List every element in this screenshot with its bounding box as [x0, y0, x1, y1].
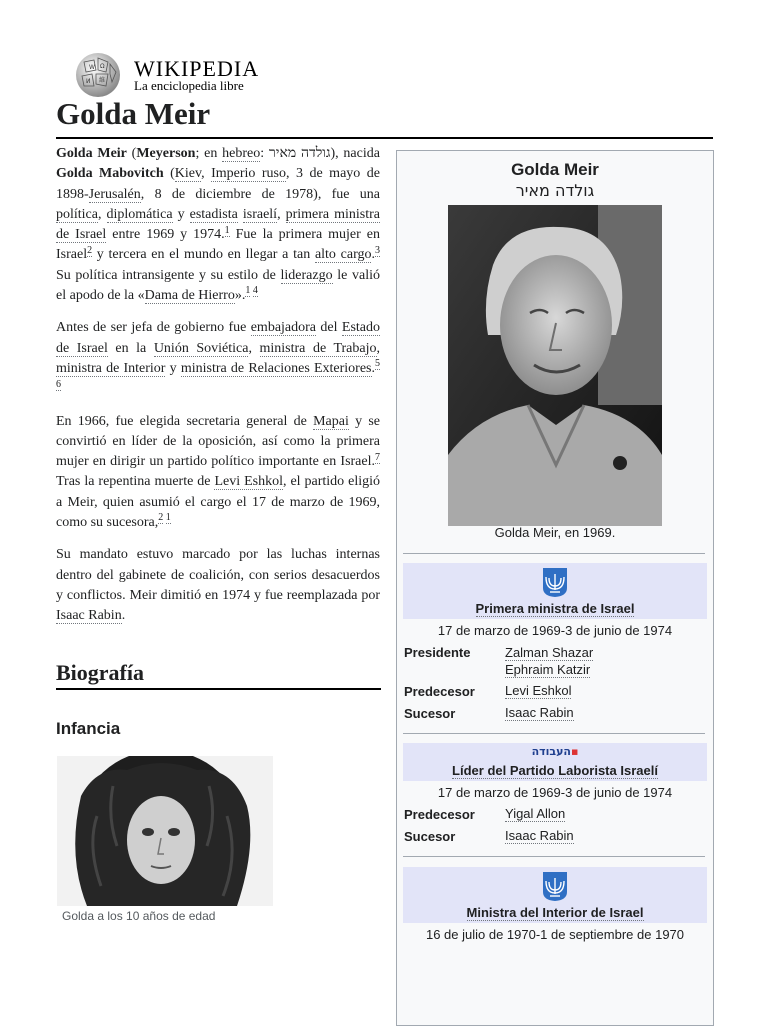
logo-wordmark: WIKIPEDIA: [134, 56, 260, 81]
link-zalman-shazar[interactable]: Zalman Shazar: [505, 645, 594, 660]
link-alto-cargo[interactable]: alto cargo: [314, 247, 372, 263]
text: , el partido eligió a Meir, quien asumió el cargo el 17 de marzo de 1969, como su sucesora,: [56, 474, 381, 531]
link-office-title[interactable]: Ministra del Interior de Israel: [466, 905, 644, 920]
labor-emblem-text: העבודה: [531, 745, 571, 758]
footnote-ref[interactable]: 6: [56, 378, 61, 390]
text: Su mandato estuvo marcado por las luchas internas dentro del gabinete de coalición, con serios desacuerdos y conflictos. Meir dimitió en 1974 y fue reemplazada por: [56, 547, 380, 603]
text: le valió el apodo de la «: [56, 267, 380, 304]
text: ,: [201, 166, 212, 182]
link-politica[interactable]: política: [56, 206, 98, 222]
intro-paragraph-1: [56, 144, 380, 306]
row-label-presidente: Presidente: [404, 645, 471, 660]
infobox-title-name: Golda Meir: [511, 160, 599, 179]
text: .: [371, 247, 375, 263]
row-label-sucesor: Sucesor: [404, 829, 456, 844]
office-title: [403, 905, 707, 920]
office-header-labor-party: [403, 743, 707, 781]
link-estadista[interactable]: estadista: [189, 206, 238, 222]
childhood-photo-image: [57, 756, 273, 906]
text: ,: [277, 206, 286, 222]
text: Antes de ser jefa de gobierno fue: [56, 320, 251, 336]
link-isaac-rabin-infobox-2[interactable]: Isaac Rabin: [505, 828, 574, 843]
text: ,: [248, 340, 260, 356]
childhood-photo[interactable]: [57, 756, 273, 906]
link-estado-de-israel[interactable]: Estado de Israel: [56, 320, 380, 356]
link-office-title[interactable]: Líder del Partido Laborista Israelí: [452, 763, 658, 778]
footnote-ref[interactable]: 1: [165, 512, 171, 524]
infobox-divider: [403, 856, 705, 857]
office-title: [403, 601, 707, 616]
link-liderazgo[interactable]: liderazgo: [280, 267, 333, 283]
link-embajadora[interactable]: embajadora: [250, 320, 317, 336]
footnote-ref[interactable]: 4: [252, 285, 258, 297]
link-office-title[interactable]: Primera ministra de Israel: [475, 601, 635, 616]
section-heading-biografia: Biografía: [56, 660, 144, 685]
office-dates: 16 de julio de 1970-1 de septiembre de 1970: [425, 927, 685, 942]
wikipedia-logo[interactable]: [74, 52, 274, 98]
office-dates: 17 de marzo de 1969-3 de junio de 1974: [437, 623, 673, 638]
footnote-ref[interactable]: 1: [224, 224, 230, 236]
svg-text:維: 維: [99, 77, 106, 84]
row-value-predecesor: [505, 806, 565, 821]
office-header-interior-minister: [403, 867, 707, 923]
text: ».: [234, 288, 246, 304]
text: En 1966, fue elegida secretaria general de: [56, 413, 314, 429]
infobox-portrait[interactable]: [448, 205, 662, 526]
link-diplomatica[interactable]: diplomática: [106, 206, 173, 222]
subsection-heading-infancia: Infancia: [56, 719, 121, 738]
emblem-mark: ▪: [570, 745, 579, 758]
link-isaac-rabin-infobox[interactable]: Isaac Rabin: [505, 705, 574, 720]
link-kiev[interactable]: Kiev: [174, 166, 202, 182]
link-ministra-relaciones-exteriores[interactable]: ministra de Relaciones Exteriores: [180, 360, 372, 376]
link-isaac-rabin[interactable]: Isaac Rabin: [56, 608, 122, 624]
row-value-predecesor: [505, 683, 571, 698]
link-israeli[interactable]: israelí: [242, 206, 278, 222]
svg-text:И: И: [86, 78, 91, 85]
row-value-sucesor: [505, 705, 574, 720]
title-divider: [56, 137, 713, 139]
row-label-predecesor: Predecesor: [404, 684, 475, 699]
link-dama-de-hierro[interactable]: Dama de Hierro: [144, 288, 235, 304]
text: y tercera en el mundo en llegar a tan: [92, 247, 315, 263]
text: ,: [376, 340, 380, 356]
row-value-presidente-1: [505, 645, 593, 660]
infobox-portrait-caption: Golda Meir, en 1969.: [494, 525, 616, 540]
page-title: Golda Meir: [56, 96, 211, 131]
text: (: [163, 166, 175, 182]
link-ministra-de-trabajo[interactable]: ministra de Trabajo: [259, 340, 377, 356]
infobox-divider: [403, 733, 705, 734]
bold-name: Golda Meir: [56, 146, 127, 161]
text: entre 1969 y 1974.: [106, 227, 225, 243]
link-primera-ministra[interactable]: primera ministra de Israel: [56, 206, 381, 243]
row-label-sucesor: Sucesor: [404, 706, 456, 721]
infobox-portrait-image: [448, 205, 662, 526]
text: ; en: [195, 146, 223, 161]
footnote-ref[interactable]: 3: [374, 244, 380, 256]
labor-party-emblem-icon: [403, 745, 707, 758]
text: y: [172, 206, 190, 222]
link-levi-eshkol[interactable]: Levi Eshkol: [214, 474, 283, 490]
text: Tras la repentina muerte de: [56, 474, 215, 490]
row-value-sucesor: [505, 828, 574, 843]
link-levi-eshkol-infobox[interactable]: Levi Eshkol: [505, 683, 572, 698]
israel-emblem-icon: [541, 870, 569, 902]
footnote-ref[interactable]: 5: [375, 358, 380, 370]
infobox-title-hebrew: גולדה מאיר: [515, 181, 595, 200]
footnote-ref[interactable]: 2: [87, 244, 93, 256]
link-ephraim-katzir[interactable]: Ephraim Katzir: [505, 662, 591, 677]
israel-emblem-icon: [541, 566, 569, 598]
link-mapai[interactable]: Mapai: [313, 413, 349, 429]
text: y: [165, 360, 181, 376]
bold-mabovitch: Golda Mabovitch: [56, 166, 164, 182]
link-yigal-allon[interactable]: Yigal Allon: [505, 806, 566, 821]
section-divider: [56, 688, 381, 690]
footnote-ref[interactable]: 1: [245, 285, 251, 297]
svg-text:Ω: Ω: [100, 63, 105, 70]
text: , 8 de diciembre de 1978), fue una: [140, 186, 380, 202]
wikipedia-globe-icon: [74, 52, 122, 98]
link-union-sovietica[interactable]: Unión Soviética: [153, 340, 249, 356]
text: .: [121, 608, 126, 624]
link-hebreo[interactable]: hebreo: [222, 146, 261, 161]
childhood-photo-caption: Golda a los 10 años de edad: [62, 909, 216, 923]
text: ,: [98, 206, 107, 222]
office-header-prime-minister: [403, 563, 707, 619]
office-dates: 17 de marzo de 1969-3 de junio de 1974: [437, 785, 673, 800]
link-ministra-de-interior[interactable]: ministra de Interior: [56, 360, 166, 376]
svg-text:W: W: [89, 64, 95, 71]
footnote-ref[interactable]: 7: [375, 451, 380, 463]
footnote-ref[interactable]: 2: [158, 512, 164, 524]
bold-meyerson: Meyerson: [136, 146, 196, 161]
infobox: [396, 150, 714, 1026]
office-title: [403, 763, 707, 778]
infobox-divider: [403, 553, 705, 554]
text: Su política intransigente y su estilo de: [56, 267, 281, 283]
text: del: [316, 320, 342, 336]
text: Fue la primera mujer en Israel: [56, 227, 380, 263]
intro-paragraph-2: [56, 318, 380, 399]
intro-paragraph-3: [56, 412, 380, 534]
link-imperio-ruso[interactable]: Imperio ruso: [211, 166, 286, 182]
link-jerusalen[interactable]: Jerusalén: [88, 186, 141, 202]
text: y se convirtió en líder de la oposición, así como la primera mujer en dirigir un partido político importante en Israel.: [56, 413, 380, 470]
row-label-predecesor: Predecesor: [404, 807, 475, 822]
intro-paragraph-4: [56, 545, 380, 626]
text: , 3 de mayo de 1898-: [56, 166, 380, 202]
text: : גולדה מאיר), nacida: [260, 146, 380, 161]
text: .: [371, 360, 375, 376]
logo-tagline: La enciclopedia libre: [134, 78, 244, 93]
infobox-title: [397, 159, 713, 201]
text: (: [126, 146, 137, 161]
article-body: [56, 144, 380, 639]
text: en la: [107, 340, 154, 356]
row-value-presidente-2: [505, 662, 590, 677]
